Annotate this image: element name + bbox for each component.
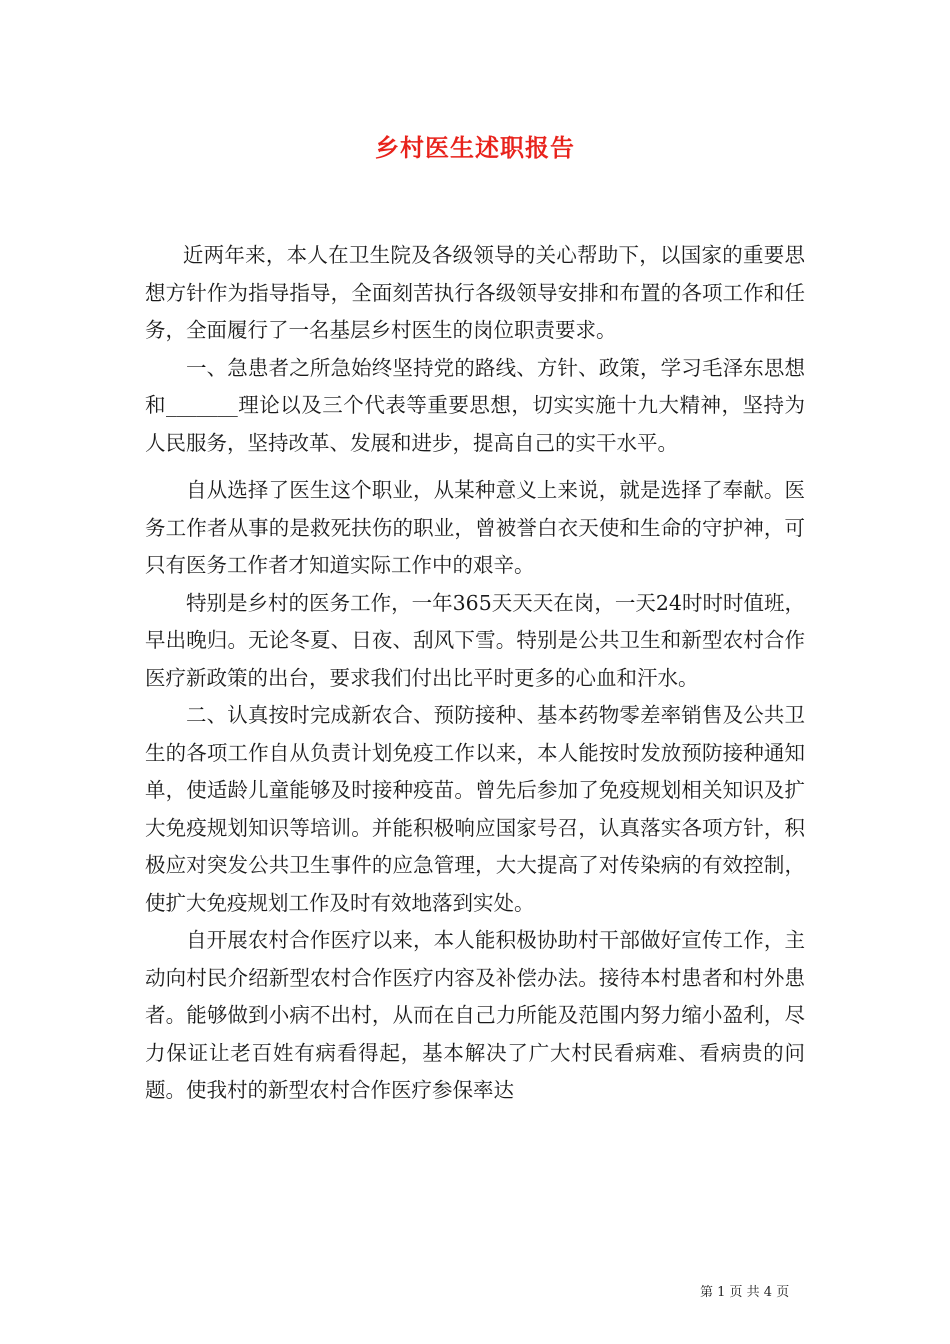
paragraph-section-two: 二、认真按时完成新农合、预防接种、基本药物零差率销售及公共卫生的各项工作自从负责计划免疫工作以来，本人能按时发放预防接种通知单，使适龄儿童能够及时接种疫苗。曾先后参加了免疫规划相关知识及扩大免疫规划知识等培训。并能积极响应国家号召，认真落实各项方针，积极应对突发公共卫生事件的应急管理，大大提高了对传染病的有效控制，使扩大免疫规划工作及时有效地落到实处。 <box>145 703 805 915</box>
paragraph-intro: 近两年来，本人在卫生院及各级领导的关心帮助下，以国家的重要思想方针作为指导指导，全面刻苦执行各级领导安排和布置的各项工作和任务，全面履行了一名基层乡村医生的岗位职责要求。 <box>145 243 805 342</box>
paragraph-section-one: 一、急患者之所急始终坚持党的路线、方针、政策，学习毛泽东思想和_______理论以及三个代表等重要思想，切实实施十九大精神，坚持为人民服务，坚持改革、发展和进步，提高自己的实干水平。 <box>145 355 805 455</box>
paragraph-dedication: 自从选择了医生这个职业，从某种意义上来说，就是选择了奉献。医务工作者从事的是救死扶伤的职业，曾被誉白衣天使和生命的守护神，可只有医务工作者才知道实际工作中的艰辛。 <box>145 478 805 577</box>
page-number: 第 1 页 共 4 页 <box>700 1285 790 1300</box>
document-body <box>145 237 805 1110</box>
paragraph-cooperative-medical: 自开展农村合作医疗以来，本人能积极协助村干部做好宣传工作，主动向村民介绍新型农村合作医疗内容及补偿办法。接待本村患者和村外患者。能够做到小病不出村，从而在自己力所能及范围内努力缩小盈利，尽力保证让老百姓有病看得起，基本解决了广大村民看病难、看病贵的问题。使我村的新型农村合作医疗参保率达 <box>145 928 805 1102</box>
document-title: 乡村医生述职报告 <box>375 133 575 162</box>
paragraph-village-work: 特别是乡村的医务工作，一年365天天天在岗，一天24时时时值班，早出晚归。无论冬夏、日夜、刮风下雪。特别是公共卫生和新型农村合作医疗新政策的出台，要求我们付出比平时更多的心血和汗水。 <box>145 590 805 690</box>
